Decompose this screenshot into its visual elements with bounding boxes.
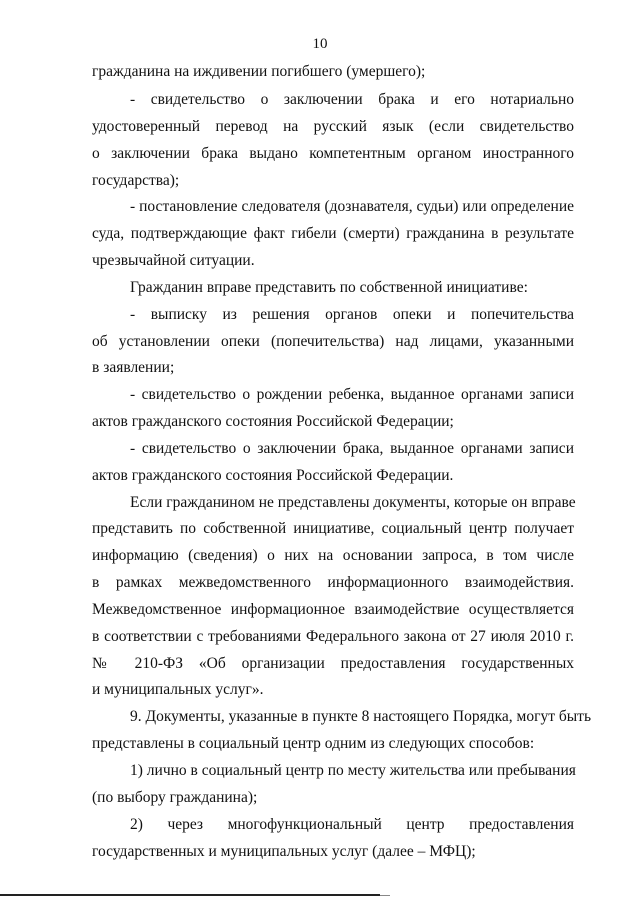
text-line: представить по собственной инициативе, социальный центр получает (92, 520, 574, 537)
text-line: удостоверенный перевод на русский язык (если свидетельство (92, 118, 574, 135)
text-line: 2) через многофункциональный центр предоставления (130, 816, 574, 833)
text-line: в соответствии с требованиями Федерального закона от 27 июля 2010 г. (92, 628, 574, 645)
text-line: Межведомственное информационное взаимодействие осуществляется (92, 601, 574, 618)
text-line: гражданина на иждивении погибшего (умершего); (92, 63, 426, 80)
text-line: - свидетельство о заключении брака и его нотариально (130, 91, 574, 108)
text-line: № 210-ФЗ «Об организации предоставления государственных (92, 655, 574, 672)
text-line: о заключении брака выдано компетентным органом иностранного (92, 145, 574, 162)
text-line: государственных и муниципальных услуг (далее – МФЦ); (92, 843, 476, 860)
text-line: Гражданин вправе представить по собственной инициативе: (130, 279, 528, 296)
text-line: 1) лично в социальный центр по месту жительства или пребывания (130, 762, 576, 779)
text-line: информацию (сведения) о них на основании запроса, в том числе (92, 547, 574, 564)
text-line: и муниципальных услуг». (92, 681, 264, 698)
bottom-divider (0, 894, 380, 896)
text-line: чрезвычайной ситуации. (92, 252, 255, 269)
text-line: в заявлении; (92, 359, 175, 376)
text-line: государства); (92, 172, 180, 189)
text-line: суда, подтверждающие факт гибели (смерти) гражданина в результате (92, 225, 574, 242)
text-line: - свидетельство о заключении брака, выданное органами записи (130, 440, 574, 457)
text-line: - постановление следователя (дознавателя, судьи) или определение (130, 198, 574, 215)
text-line: представлены в социальный центр одним из следующих способов: (92, 735, 535, 752)
bottom-divider-tail (380, 895, 390, 896)
text-line: актов гражданского состояния Российской Федерации. (92, 467, 454, 484)
text-line: Если гражданином не представлены документы, которые он вправе (130, 494, 576, 511)
text-line: в рамках межведомственного информационного взаимодействия. (92, 574, 574, 591)
text-line: об установлении опеки (попечительства) над лицами, указанными (92, 333, 574, 350)
text-line: 9. Документы, указанные в пункте 8 настоящего Порядка, могут быть (130, 708, 592, 725)
text-line: актов гражданского состояния Российской Федерации; (92, 413, 454, 430)
text-line: - выписку из решения органов опеки и попечительства (130, 306, 574, 323)
page-number: 10 (312, 36, 328, 52)
text-line: - свидетельство о рождении ребенка, выданное органами записи (130, 386, 574, 403)
text-line: (по выбору гражданина); (92, 789, 258, 806)
